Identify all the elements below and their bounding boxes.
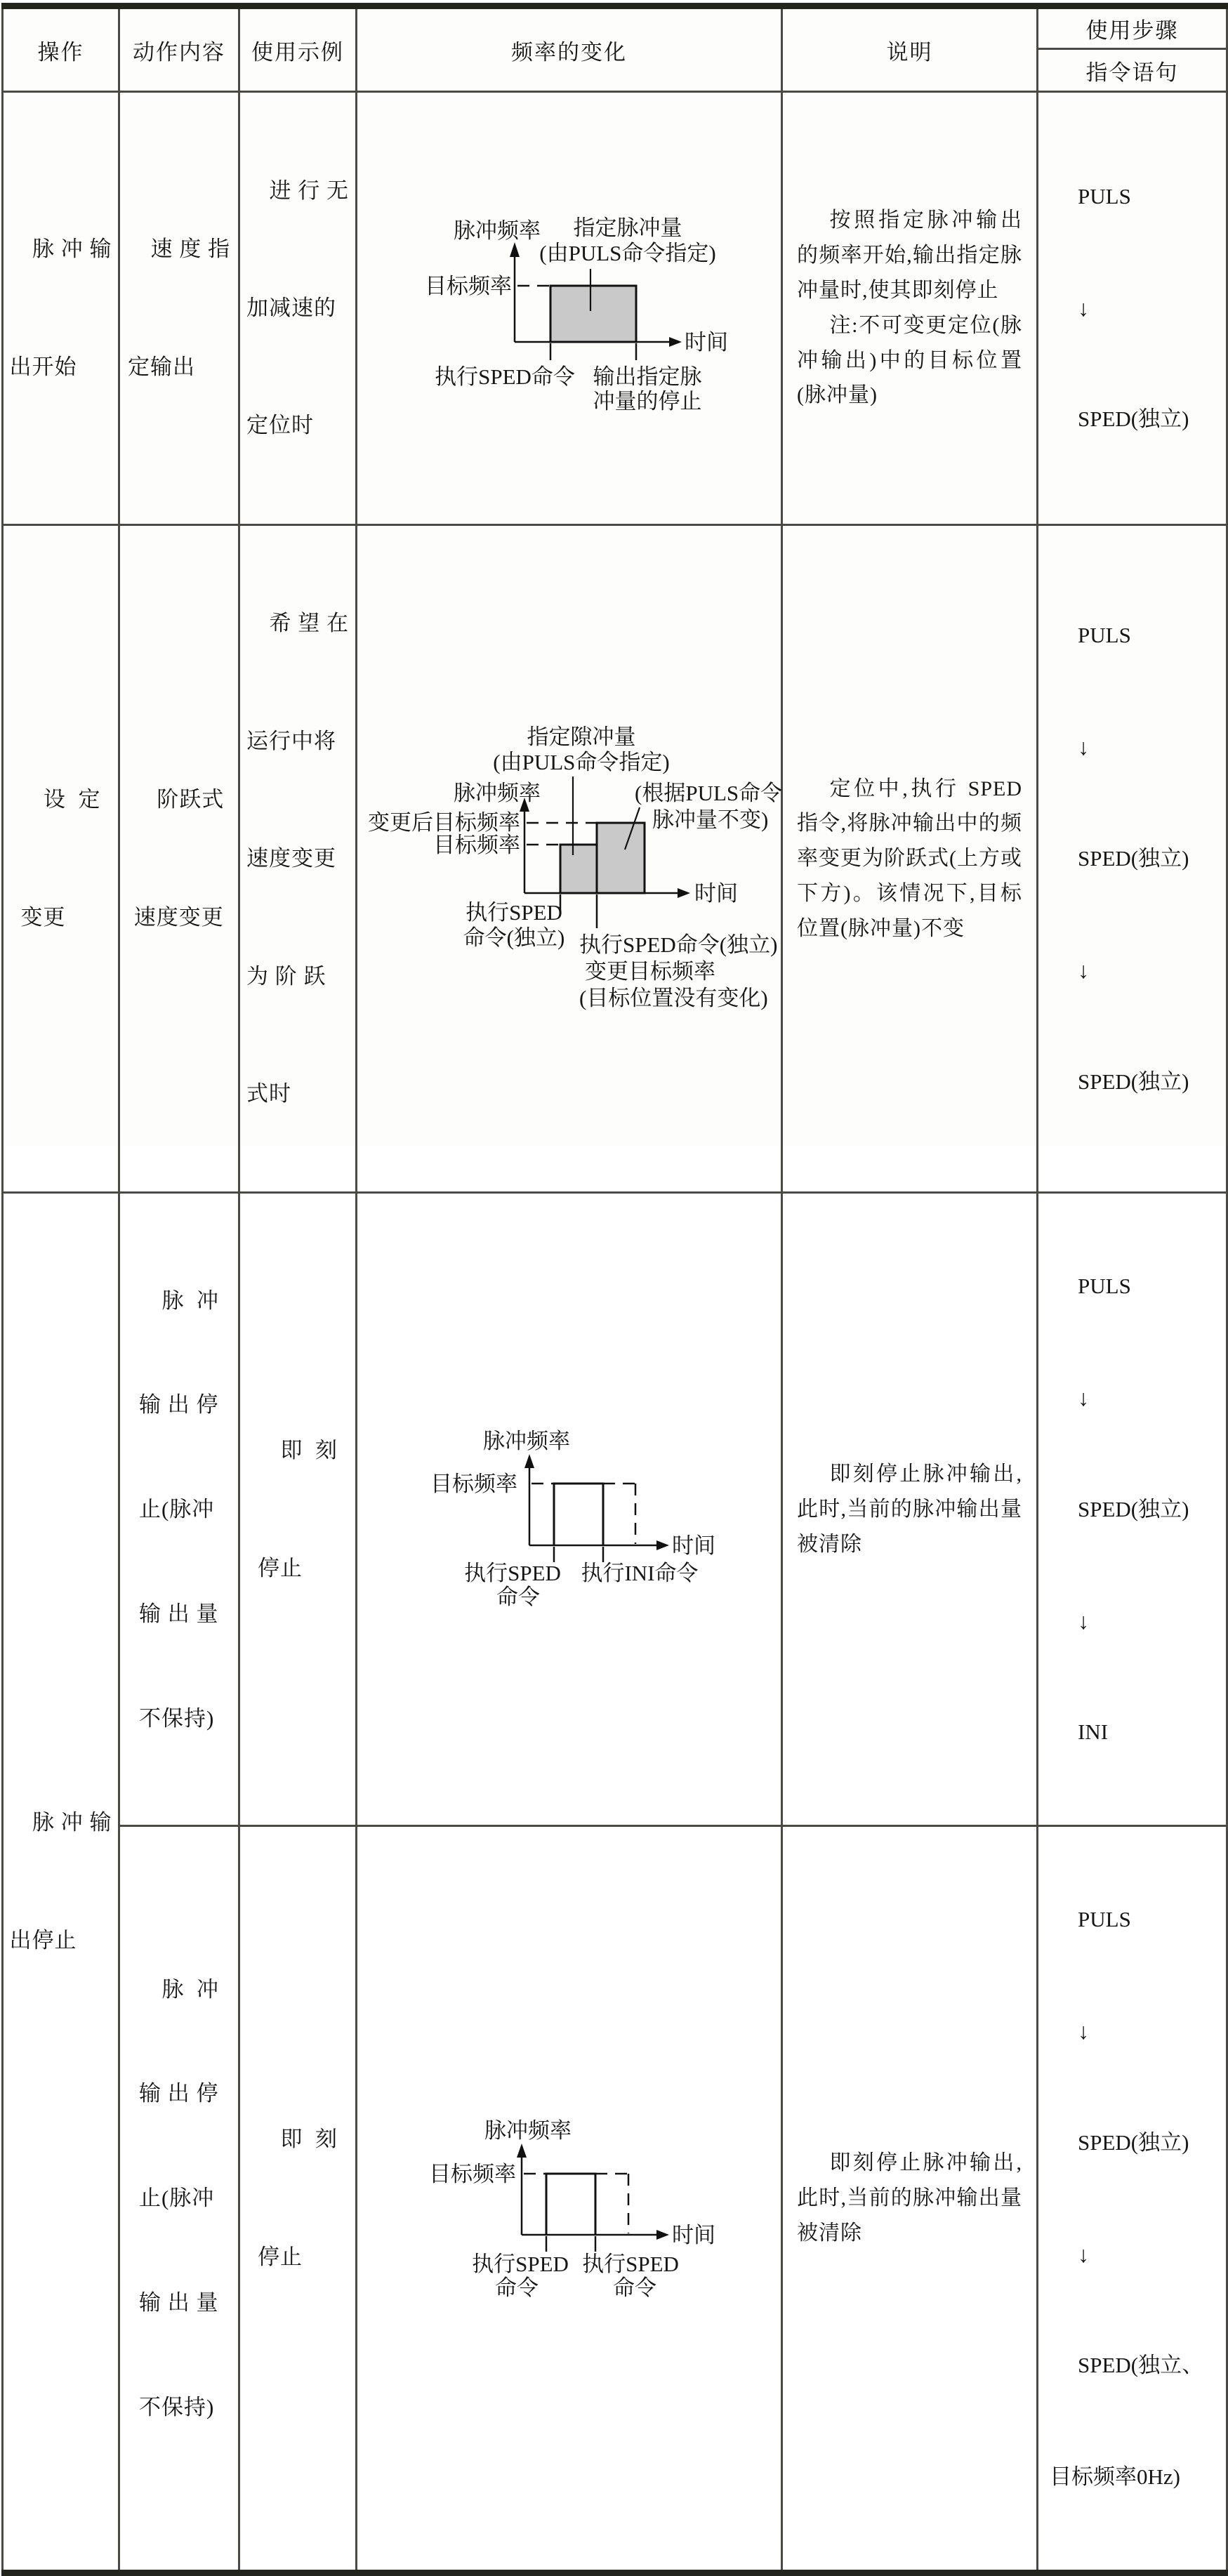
- cell-operation: [3, 92, 119, 525]
- y-axis: [517, 2144, 527, 2235]
- sped-exec-label-line1: 执行SPED: [472, 2251, 569, 2276]
- sped-exec-label-line1: 执行SPED: [466, 900, 562, 925]
- col-header-description: 说明: [782, 6, 1038, 92]
- pulse-amount-sublabel: (由PULS命令指定): [539, 240, 716, 265]
- cell-action: [119, 524, 239, 1193]
- operation-text: [9, 1725, 112, 2038]
- instruction-steps: [1038, 104, 1226, 512]
- example-text: [258, 2042, 338, 2355]
- text-line: 停止: [257, 2244, 303, 2269]
- description-paragraph: 即刻停止脉冲输出,此时,当前的脉冲输出量被清除: [797, 1462, 1022, 1556]
- cell-description: [782, 1826, 1038, 2572]
- text-line: 不保持): [138, 2394, 215, 2419]
- change-label-line2: 变更目标频率: [585, 959, 715, 984]
- down-arrow-icon: ↓: [1078, 2018, 1089, 2044]
- cell-diagram: [357, 1193, 782, 1826]
- x-axis-label: 时间: [694, 881, 738, 906]
- down-arrow-icon: ↓: [1078, 1385, 1089, 1411]
- pulse-rect: [550, 286, 636, 342]
- cell-action: [119, 1826, 239, 2572]
- step-item: SPED(独立): [1078, 1069, 1189, 1094]
- text-line: 为 阶 跃: [246, 963, 326, 989]
- cell-example: [239, 92, 357, 525]
- text-line: 脉 冲 输: [32, 1810, 112, 1835]
- description-text: [783, 767, 1036, 951]
- instruction-steps: [1038, 1194, 1226, 1825]
- down-arrow-icon: ↓: [1078, 295, 1089, 321]
- down-arrow-icon: ↓: [1078, 957, 1089, 983]
- description-note: 注:不可变更定位(脉冲输出)中的目标位置(脉冲量): [797, 313, 1022, 407]
- text-line: 即 刻: [280, 1438, 338, 1463]
- pulse-amount-label: 指定隙冲量: [527, 725, 636, 750]
- pulse-output-operations-table: [1, 3, 1228, 2576]
- y-axis-label: 脉冲频率: [483, 1428, 570, 1453]
- change-label-line3: (目标位置没有变化): [579, 986, 768, 1011]
- description-paragraph: 按照指定脉冲输出的频率开始,输出指定脉冲量时,使其即刻停止: [797, 209, 1022, 303]
- cell-operation: [3, 524, 119, 1193]
- step-item: SPED(独立): [1078, 845, 1189, 871]
- tick-marks: [554, 1547, 603, 1562]
- y-axis-label: 脉冲频率: [484, 2118, 572, 2143]
- y-axis-label: 脉冲频率: [454, 218, 541, 243]
- y-axis-label: 脉冲频率: [454, 781, 541, 806]
- instruction-steps: [1038, 1827, 1226, 2569]
- step-item: SPED(独立、: [1078, 2353, 1204, 2378]
- table-row-pulse-stop-sped0hz: [3, 1826, 1227, 2572]
- cell-action: [119, 92, 239, 525]
- cell-diagram: [357, 1826, 782, 2572]
- text-line: 速 度 指: [150, 237, 231, 262]
- sped-exec-label-line2: 命令: [496, 1584, 540, 1609]
- example-text: [246, 93, 349, 524]
- step-item: PULS: [1078, 622, 1131, 647]
- pulse-amount-label: 指定脉冲量: [573, 215, 682, 240]
- x-axis: [529, 1540, 669, 1550]
- col-header-frequency-change: 频率的变化: [357, 6, 782, 92]
- cell-description: [782, 92, 1038, 525]
- step-item: SPED(独立): [1078, 1496, 1189, 1521]
- down-arrow-icon: ↓: [1078, 2241, 1089, 2267]
- text-line: 变更: [20, 904, 66, 930]
- cell-example: [239, 524, 357, 1193]
- cell-steps: [1038, 524, 1227, 1193]
- step-item: PULS: [1078, 1273, 1131, 1298]
- text-line: 脉 冲 输: [32, 237, 112, 262]
- description-paragraph: 即刻停止脉冲输出,此时,当前的脉冲输出量被清除: [797, 2151, 1022, 2245]
- cell-description: [782, 1193, 1038, 1826]
- text-line: 止(脉冲: [138, 2186, 215, 2211]
- frequency-diagram-immediate-stop-sped: [357, 2083, 779, 2313]
- step-item: SPED(独立): [1078, 2129, 1189, 2155]
- text-line: 即 刻: [280, 2127, 338, 2152]
- text-line: 设 定: [44, 787, 101, 812]
- action-text: [134, 702, 225, 1015]
- text-line: 阶跃式: [157, 787, 225, 812]
- stop-label-line1: 输出指定脉: [593, 364, 702, 389]
- col-header-usage-steps: 使用步骤: [1038, 6, 1227, 49]
- target-frequency-label: 目标频率: [430, 1471, 517, 1496]
- frequency-diagram-speed-output: [357, 183, 779, 433]
- text-line: 定位时: [246, 413, 314, 438]
- step-item: SPED(独立): [1078, 407, 1189, 432]
- text-line: 速度变更: [133, 904, 224, 930]
- sped-exec-label-line2: 命令(独立): [463, 925, 565, 951]
- operation-text: [20, 702, 100, 1015]
- example-text: [246, 526, 349, 1192]
- changed-target-frequency-label: 变更后目标频率: [368, 810, 520, 835]
- description-text: [783, 1453, 1036, 1566]
- sped-exec-label: 执行SPED命令: [435, 364, 575, 389]
- sped-exec-label-line1: 执行SPED: [464, 1560, 561, 1585]
- sped-exec2-label-line1: 执行SPED: [582, 2251, 679, 2276]
- frequency-diagram-immediate-stop-ini: [357, 1412, 779, 1607]
- example-text: [258, 1353, 338, 1666]
- dashed-guides: [527, 823, 597, 845]
- step-item: 目标频率0Hz): [1050, 2464, 1180, 2489]
- col-header-action: 动作内容: [119, 6, 239, 92]
- sped-exec-label-line2: 命令: [495, 2275, 539, 2300]
- table-row-pulse-output-start: [3, 92, 1227, 525]
- cell-diagram: [357, 92, 782, 525]
- note-label-line1: (根据PULS命令: [635, 781, 783, 806]
- cell-operation-merged: [3, 1193, 119, 2572]
- text-line: 不保持): [138, 1705, 215, 1731]
- col-header-instruction: 指令语句: [1038, 49, 1227, 92]
- cell-steps: [1038, 1193, 1227, 1826]
- pulse-amount-sublabel: (由PULS命令指定): [493, 750, 670, 775]
- down-arrow-icon: ↓: [1078, 1608, 1089, 1634]
- pulse-outline: [546, 2174, 628, 2235]
- description-paragraph: 定位中,执行 SPED 指令,将脉冲输出中的频率变更为阶跃式(上方或下方)。该情况下,目标位置(脉冲量)不变: [797, 777, 1022, 940]
- down-arrow-icon: ↓: [1078, 734, 1089, 760]
- header-row-1: [3, 6, 1227, 49]
- text-line: 输 出 停: [138, 1392, 219, 1418]
- x-axis-label: 时间: [672, 2222, 715, 2247]
- tick-marks: [550, 343, 636, 360]
- ini-exec-label: 执行INI命令: [581, 1560, 699, 1585]
- cell-action: [119, 1193, 239, 1826]
- target-frequency-label: 目标频率: [433, 833, 520, 858]
- text-line: 运行中将: [246, 728, 336, 753]
- text-line: 输 出 停: [138, 2081, 219, 2106]
- frequency-diagram-step-change: [357, 687, 783, 1031]
- text-line: 进 行 无: [269, 178, 350, 203]
- cell-steps: [1038, 1826, 1227, 2572]
- action-text: [128, 152, 230, 465]
- x-axis-label: 时间: [685, 329, 728, 355]
- cell-description: [782, 524, 1038, 1193]
- step-item: PULS: [1078, 183, 1131, 209]
- text-line: 止(脉冲: [138, 1497, 215, 1522]
- pulse-outline: [554, 1484, 635, 1545]
- x-axis-label: 时间: [672, 1533, 715, 1558]
- step-item: INI: [1078, 1719, 1109, 1745]
- note-label-line2: 脉冲量不变): [652, 807, 769, 833]
- description-text: [783, 199, 1036, 417]
- cell-diagram: [357, 524, 782, 1193]
- text-line: 脉 冲: [161, 1288, 220, 1313]
- cell-steps: [1038, 92, 1227, 525]
- text-line: 输 出 量: [138, 1601, 219, 1626]
- text-line: 出开始: [9, 354, 77, 379]
- table-row-setting-change: [3, 524, 1227, 1193]
- text-line: 速度变更: [246, 846, 336, 871]
- action-text: [139, 1902, 219, 2494]
- text-line: 加减速的: [246, 295, 336, 320]
- cell-example: [239, 1826, 357, 2572]
- text-line: 希 望 在: [269, 611, 350, 636]
- col-header-example: 使用示例: [239, 6, 357, 92]
- text-line: 定输出: [127, 354, 195, 379]
- scanned-table-page: [0, 3, 1227, 2489]
- operation-text: [9, 152, 112, 465]
- description-text: [783, 2141, 1036, 2254]
- text-line: 停止: [257, 1555, 303, 1580]
- text-line: 输 出 量: [138, 2290, 219, 2315]
- y-axis: [524, 1454, 534, 1545]
- tick-marks: [546, 2236, 595, 2252]
- action-text: [139, 1213, 219, 1805]
- step-item: PULS: [1078, 1906, 1131, 1931]
- stop-label-line2: 冲量的停止: [593, 388, 702, 414]
- tick-marks: [560, 894, 597, 928]
- text-line: 式时: [246, 1081, 291, 1106]
- change-label-line1: 执行SPED命令(独立): [579, 932, 778, 958]
- instruction-steps: [1038, 543, 1226, 1174]
- text-line: 出停止: [9, 1927, 77, 1953]
- text-line: 脉 冲: [161, 1976, 220, 2002]
- cell-example: [239, 1193, 357, 1826]
- target-frequency-label: 目标频率: [429, 2161, 516, 2186]
- table-row-pulse-stop-ini: [3, 1193, 1227, 1826]
- col-header-operation: 操作: [3, 6, 119, 92]
- sped-exec2-label-line2: 命令: [613, 2275, 656, 2300]
- target-frequency-label: 目标频率: [425, 273, 512, 298]
